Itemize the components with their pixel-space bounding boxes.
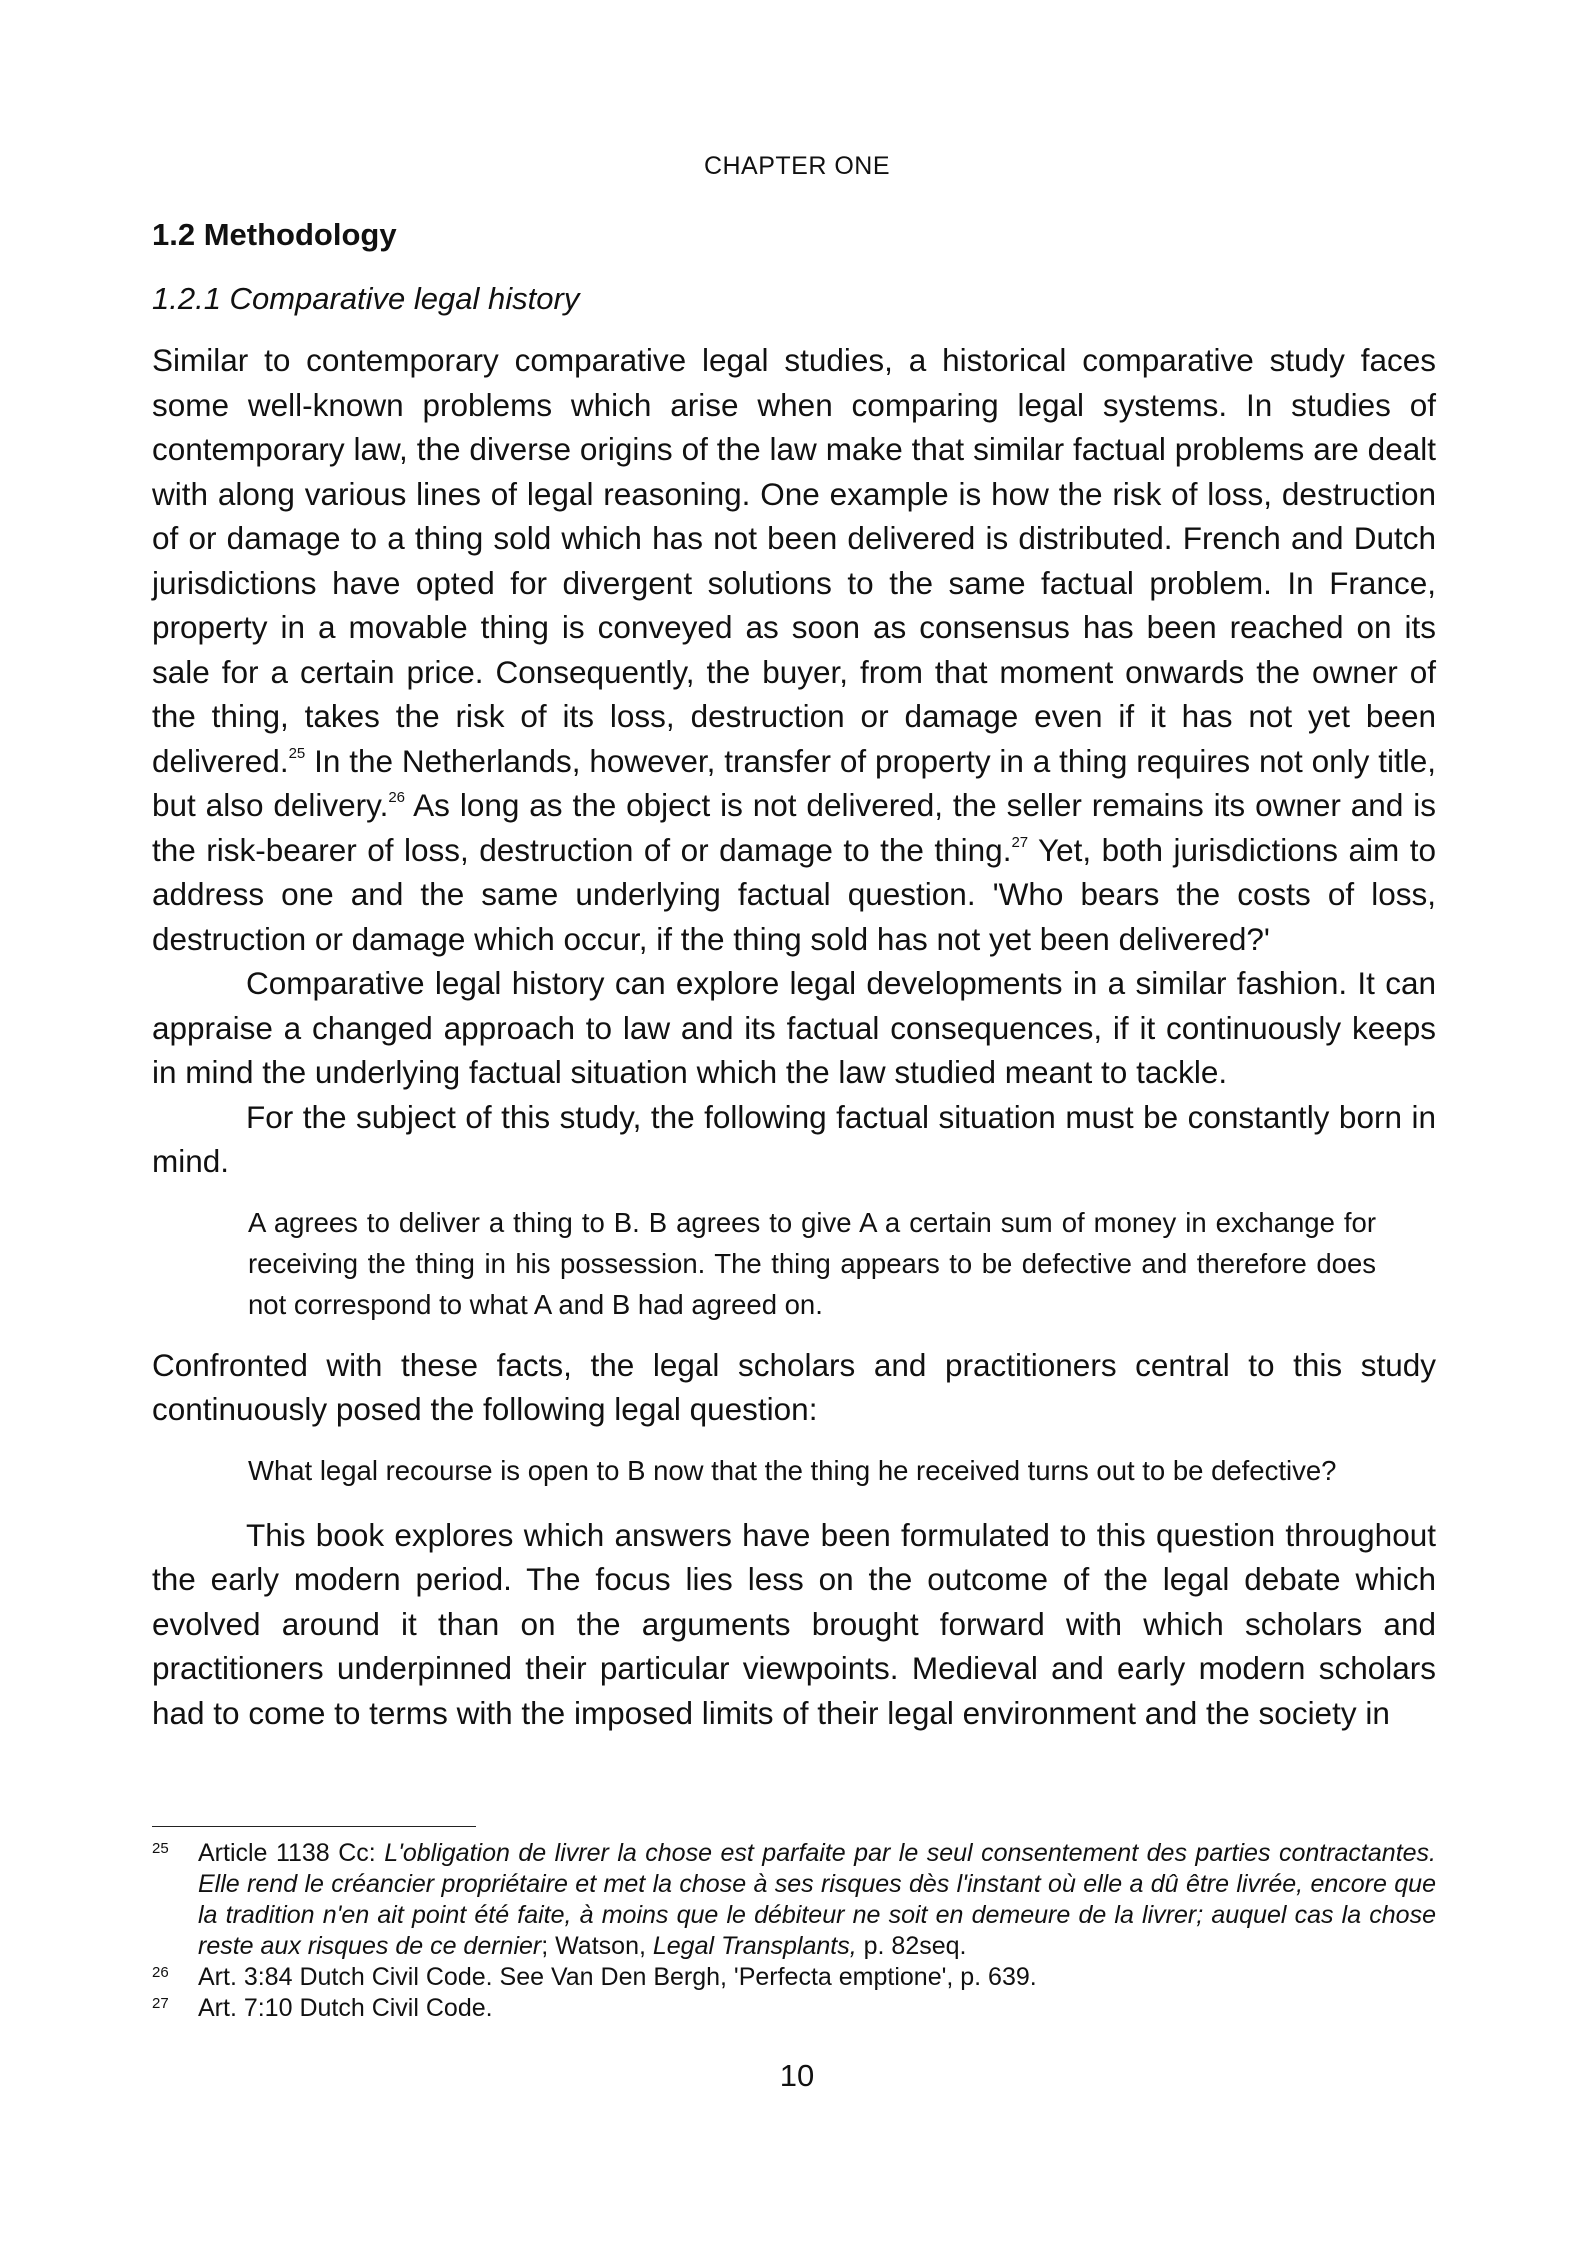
footnote-item — [152, 1962, 1436, 1993]
footnote-number: 26 — [152, 1964, 169, 1981]
footnote-text: Article 1138 Cc: L'obligation de livrer la chose est parfaite par le seul consentement des parties contractantes. Elle rend le créancier propriétaire et met la chose à ses risques dès l'instant où elle a dû être livrée, encore que la tradition n'en ait point été faite, à moins que le débiteur ne soit en demeure de la livrer; auquel cas la chose reste aux risques de ce dernier; Watson, Legal Transplants, p. 82seq. — [198, 1839, 1436, 1960]
subsection-heading: 1.2.1 Comparative legal history — [152, 281, 580, 316]
body-paragraph-1 — [152, 338, 1436, 961]
footnote-item — [152, 1838, 1436, 1962]
block-quote-2: What legal recourse is open to B now that the thing he received turns out to be defective? — [248, 1454, 1337, 1486]
page-number: 10 — [779, 2058, 815, 2093]
paragraph-text: Similar to contemporary comparative legal studies, a historical comparative study faces some well-known problems which arise when comparing legal systems. In studies of contemporary law, the diverse origins of the law make that similar factual problems are dealt with along various lines of legal reasoning. One example is how the risk of loss, destruction of or damage to a thing sold which has not been delivered is distributed. French and Dutch jurisdictions have opted for divergent solutions to the same factual problem. In France, property in a movable thing is conveyed as soon as consensus has been reached on its sale for a certain price. Consequently, the buyer, from that moment onwards the owner of the thing, takes the risk of its loss, destruction or damage even if it has not yet been delivered. — [152, 342, 1436, 779]
body-paragraph-3: For the subject of this study, the following factual situation must be constantly born in mind. — [152, 1098, 1436, 1179]
paragraph-text: Yet, both jurisdictions aim to address one and the same underlying factual question. 'Who bears the costs of loss, destruction or damage which occur, if the thing sold has not yet been delivered?' — [152, 831, 1436, 957]
section-heading: 1.2 Methodology — [152, 217, 397, 252]
footnote-text: Art. 3:84 Dutch Civil Code. See Van Den Bergh, 'Perfecta emptione', p. 639. — [198, 1963, 1037, 1991]
footnote-number: 27 — [152, 1995, 169, 2012]
footnote-item — [152, 1993, 1436, 2024]
footnote-reference[interactable]: 26 — [388, 789, 406, 806]
main-content — [152, 216, 1436, 1735]
block-quote-1: A agrees to deliver a thing to B. B agrees to give A a certain sum of money in exchange for receiving the thing in his possession. The thing appears to be defective and therefore does not correspond to what A and B had agreed on. — [248, 1206, 1376, 1320]
running-header: CHAPTER ONE — [703, 152, 891, 180]
footnote-text: Art. 7:10 Dutch Civil Code. — [198, 1994, 493, 2022]
footnote-reference[interactable]: 25 — [288, 744, 306, 762]
body-paragraph-4: Confronted with these facts, the legal scholars and practitioners central to this study continuously posed the following legal question: — [152, 1346, 1436, 1427]
footnotes — [152, 1838, 1436, 2024]
body-paragraph-2: Comparative legal history can explore legal developments in a similar fashion. It can appraise a changed approach to law and its factual consequences, if it continuously keeps in mind the underlying factual situation which the law studied meant to tackle. — [152, 965, 1436, 1090]
footnote-reference[interactable]: 27 — [1011, 833, 1029, 851]
footnote-divider — [152, 1826, 476, 1827]
paragraph-text: As long as the object is not delivered, the seller remains its owner and is the risk-bearer of loss, destruction of or damage to the thing. — [152, 787, 1436, 868]
body-paragraph-5: This book explores which answers have been formulated to this question throughout the early modern period. The focus lies less on the outcome of the legal debate which evolved around it than on the arguments brought forward with which scholars and practitioners underpinned their particular viewpoints. Medieval and early modern scholars had to come to terms with the imposed limits of their legal environment and the society in — [152, 1516, 1436, 1731]
footnote-number: 25 — [152, 1840, 169, 1857]
paragraph-text: In the Netherlands, however, transfer of property in a thing requires not only title, but also delivery. — [152, 742, 1436, 823]
